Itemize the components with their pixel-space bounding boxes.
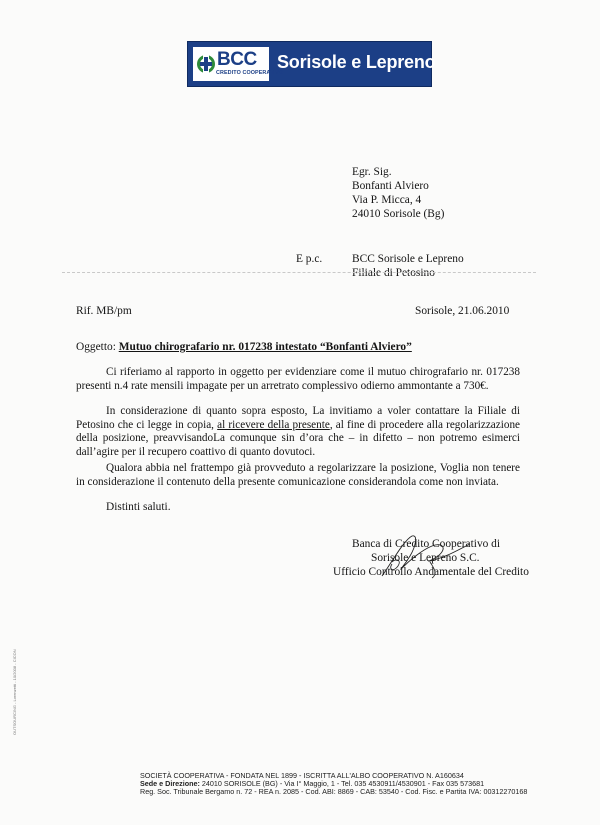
footer-line-2-text: 24010 SORISOLE (BG) - Via I° Maggio, 1 - Tel. 035 4530911/4530901 - Fax 035 573681 [201, 779, 485, 788]
scan-fold-line [62, 272, 536, 273]
bank-logo [187, 41, 436, 87]
cc-line-2: Filiale di Petosino [352, 267, 435, 279]
footer-line-3: Reg. Soc. Tribunale Bergamo n. 72 - REA n. 2085 - Cod. ABI: 8869 - CAB: 53540 - Cod. Fisc. e Partita IVA: 00312270168 [140, 787, 528, 796]
paragraph-3-text: Qualora abbia nel frattempo già provveduto a regolarizzare la posizione, Voglia non tenere in considerazione il contenuto della presente comunicazione considerandola come non inviata. [76, 462, 520, 488]
recipient-city: 24010 Sorisole (Bg) [352, 208, 445, 220]
bcc-emblem-icon [197, 53, 215, 75]
side-print-code: OUTSOURCING - Lorenzetti - 10/2008 - CICON [12, 649, 17, 735]
cc-label: E p.c. [296, 253, 323, 265]
handwritten-signature [352, 532, 482, 582]
logo-bank-name: Sorisole e Lepreno [277, 52, 436, 72]
footer-line-2-label: Sede e Direzione: [140, 779, 200, 788]
paragraph-2 [76, 405, 520, 459]
paragraph-2-text-a: In considerazione di quanto sopra esposto, La invitiamo a voler contattare la Filiale di Petosino che ci legge in copia, [76, 405, 520, 431]
closing: Distinti saluti. [106, 501, 171, 513]
cc-line-1: BCC Sorisole e Lepreno [352, 253, 464, 265]
paragraph-2-text-b: , al fine di procedere alla regolarizzazione della posizione, preavvisandoLa comunque sin d’ora che – in difetto – non potremo esimerci dall’agire per il recupero coattivo di quanto dovutoci. [76, 418, 520, 458]
signature-line-1: Banca di Credito Cooperativo di [352, 538, 501, 550]
reference: Rif. MB/pm [76, 305, 132, 317]
signature-line-3: Ufficio Controllo Andamentale del Credito [333, 566, 529, 578]
recipient-street: Via P. Micca, 4 [352, 194, 422, 206]
paragraph-1 [76, 366, 520, 393]
footer-line-1: SOCIETÀ COOPERATIVA - FONDATA NEL 1899 - ISCRITTA ALL'ALBO COOPERATIVO N. A160634 [140, 771, 464, 780]
paragraph-2-underlined: al ricevere della presente [217, 418, 330, 431]
logo-subtitle: CREDITO COOPERATIVO [216, 70, 283, 76]
signature-line-2: Sorisole e Lepreno S.C. [371, 552, 480, 564]
subject-label: Oggetto: [76, 341, 116, 353]
paragraph-1-text: Ci riferiamo al rapporto in oggetto per evidenziare come il mutuo chirografario nr. 017238 presenti n.4 rate mensili impagate per un arretrato complessivo odierno ammontante a 730€. [76, 366, 520, 392]
paragraph-3 [76, 462, 520, 489]
subject-line [76, 340, 412, 354]
recipient-salutation: Egr. Sig. [352, 166, 392, 178]
logo-brand: BCC [217, 49, 257, 70]
recipient-name: Bonfanti Alviero [352, 180, 429, 192]
place-date: Sorisole, 21.06.2010 [415, 305, 510, 317]
bcc-logo-badge [193, 47, 283, 81]
subject-text: Mutuo chirografario nr. 017238 intestato “Bonfanti Alviero” [118, 341, 412, 353]
